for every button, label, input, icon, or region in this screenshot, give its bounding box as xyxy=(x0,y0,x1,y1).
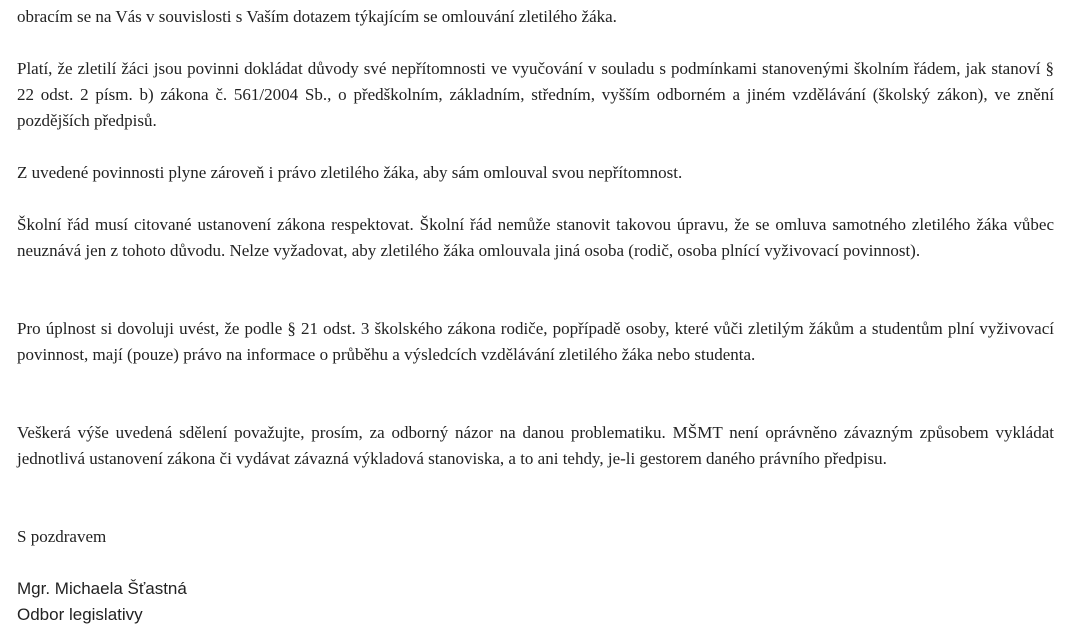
signature-name: Mgr. Michaela Šťastná xyxy=(17,579,187,598)
paragraph-parents-information: Pro úplnost si dovoluji uvést, že podle § 21 odst. 3 školského zákona rodiče, popřípadě osoby, které vůči zletilým žákům a studentům plní vyživovací povinnost, mají (pouze) právo na informace o průběhu a výsledcích vzdělávání zletilého žáka nebo studenta. xyxy=(17,319,1054,364)
paragraph-legal-basis: Platí, že zletilí žáci jsou povinni dokládat důvody své nepřítomnosti ve vyučování v souladu s podmínkami stanovenými školním řádem, jak stanoví § 22 odst. 2 písm. b) zákona č. 561/2004 Sb., o předškolním, základním, středním, vyšším odborném a jiném vzdělávání (školský zákon), ve znění pozdějších předpisů. xyxy=(17,59,1054,130)
paragraph-student-right: Z uvedené povinnosti plyne zároveň i právo zletilého žáka, aby sám omlouval svou nepřítomnost. xyxy=(17,163,683,182)
closing-greeting: S pozdravem xyxy=(17,527,107,546)
signature-department: Odbor legislativy xyxy=(17,605,143,624)
paragraph-disclaimer: Veškerá výše uvedená sdělení považujte, prosím, za odborný názor na danou problematiku. MŠMT není oprávněno závazným způsobem vykládat jednotlivá ustanovení zákona či vydávat závazná výkladová stanoviska, a to ani tehdy, je-li gestorem daného právního předpisu. xyxy=(17,423,1054,468)
intro-paragraph: obracím se na Vás v souvislosti s Vaším dotazem týkajícím se omlouvání zletilého žáka. xyxy=(17,7,617,26)
paragraph-school-rules: Školní řád musí citované ustanovení zákona respektovat. Školní řád nemůže stanovit takovou úpravu, že se omluva samotného zletilého žáka vůbec neuznává jen z tohoto důvodu. Nelze vyžadovat, aby zletilého žáka omlouvala jiná osoba (rodič, osoba plnící vyživovací povinnost). xyxy=(17,215,1054,260)
signature-block xyxy=(17,576,187,628)
